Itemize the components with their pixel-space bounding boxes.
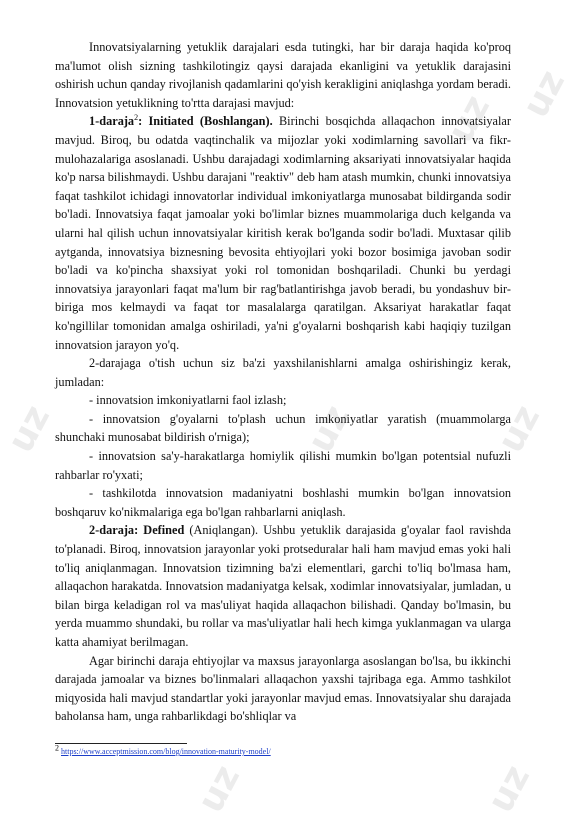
level-1-text: Birinchi bosqichda allaqachon innovatsiyalar mavjud. Biroq, bu odatda vaqtinchalik va mijozlar yoki xodimlarning savollari va fikr-mulohazalariga asoslanadi. Ushbu darajadagi xodimlarning aksariyati innovatsiyalar haqida ko'p narsa bilishmaydi. Ushbu darajani "reaktiv" deb ham atash mumkin, chunki innovatsiya faqat tashkilot ichidagi innovatorlar individual imkoniyatlarga munosabat bildirganda sodir bo'ladi. Innovatsiya faqat jamoalar yoki bo'limlar biznes muammolariga duch kelganda va ularni hal qilish uchun innovatsiyalar kiritish kerak bo'lganda sodir bo'ladi. Muxtasar qilib aytganda, innovatsiya biznesning bevosita ehtiyojlari yoki bozor bosimiga javoban sodir bo'ladi va ko'pincha shaxsiyat yoki rol tomonidan boshqariladi. Chunki bu yerdagi innovatsiya jarayonlari faqat ma'lum bir rag'batlantirishga javob beradi, bu yondashuv bir-biriga mos kelmaydi va faqat tor masalalarga qaratilgan. Aksariyat harakatlar faqat ko'ngillilar tomonidan amalga oshiriladi, ya'ni g'oyalarni boshqarish kabi haqiqiy tuzilgan innovatsion jarayon yo'q. <box>55 114 511 352</box>
body-text <box>55 38 511 726</box>
footnote-link[interactable]: https://www.acceptmission.com/blog/innovation-maturity-model/ <box>61 747 271 756</box>
list-item: - innovatsion imkoniyatlarni faol izlash; <box>89 393 287 408</box>
watermark: uz <box>0 398 59 460</box>
watermark: uz <box>300 398 359 460</box>
level-1-heading: 1-daraja <box>89 114 135 129</box>
list-item: - tashkilotda innovatsion madaniyatni boshlashi mumkin bo'lgan innovatsion boshqaruv ko'nikmalariga ega bo'lgan rahbarlarni aniqlash. <box>55 486 511 519</box>
level-1-title: : Initiated (Boshlangan). <box>138 114 273 129</box>
watermark: uz <box>190 758 249 819</box>
footnote-divider <box>55 743 187 744</box>
watermark: uz <box>515 63 573 125</box>
intro-paragraph: Innovatsiyalarning yetuklik darajalari esda tutingki, har bir daraja haqida ko'proq ma'lumot olish sizning tashkilotingiz qaysi darajada ekanligini va yetuklik darajasini oshirish uchun qanday rivojlanish qadamlarini qo'yish kerakligini aniqlashga yordam beradi. Innovatsion yetuklikning to'rtta darajasi mavjud: <box>55 40 511 110</box>
watermark: uz <box>480 758 539 819</box>
footnote-mark: 2 <box>55 743 59 753</box>
level-2-text: (Aniqlangan). Ushbu yetuklik darajasida g'oyalar faol ravishda to'planadi. Biroq, innovatsion jarayonlar yoki protseduralar hali ham mavjud emas yoki hali to'liq aniqlanmagan. Innovatsion tizimning ba'zi elementlari, garchi to'liq bo'lmasa ham, allaqachon harakatda. Innovatsion madaniyatga kelsak, xodimlar innovatsiyalar, jumladan, u bilan birga keladigan rol va mas'uliyat haqida allaqachon bilishadi. Qanday bo'lmasin, bu yerda muammo shundaki, bu rollar va mas'uliyatlar hali hech kimga yuklanmagan va ularga katta ahamiyat berilmagan. <box>55 523 511 649</box>
list-item: - innovatsion sa'y-harakatlarga homiylik qilishi mumkin bo'lgan potentsial nufuzli rahbarlar ro'yxati; <box>55 449 511 482</box>
footnote-ref[interactable]: 2 <box>134 113 139 123</box>
closing-paragraph: Agar birinchi daraja ehtiyojlar va maxsus jarayonlarga asoslangan bo'lsa, bu ikkinchi darajada jamoalar va biznes bo'linmalari allaqachon yaxshi tajribaga ega. Ammo tashkilot miqyosida hali mavjud standartlar yoki jarayonlar mavjud emas. Innovatsiyalar shu darajada baholansa ham, unga rahbarlikdagi bo'shliqlar va <box>55 653 511 724</box>
footnote <box>55 743 271 756</box>
level-2-paragraph <box>55 521 511 651</box>
watermark: uz <box>440 88 499 150</box>
transition-paragraph: 2-darajaga o'tish uchun siz ba'zi yaxshilanishlarni amalga oshirishingiz kerak, jumladan: <box>55 356 511 389</box>
level-1-paragraph <box>55 112 511 354</box>
watermark: uz <box>490 398 549 460</box>
level-2-heading: 2-daraja: Defined <box>89 523 185 538</box>
list-item: - innovatsion g'oyalarni to'plash uchun imkoniyatlar yaratish (muammolarga shunchaki munosabat bildirish o'rniga); <box>55 411 511 445</box>
